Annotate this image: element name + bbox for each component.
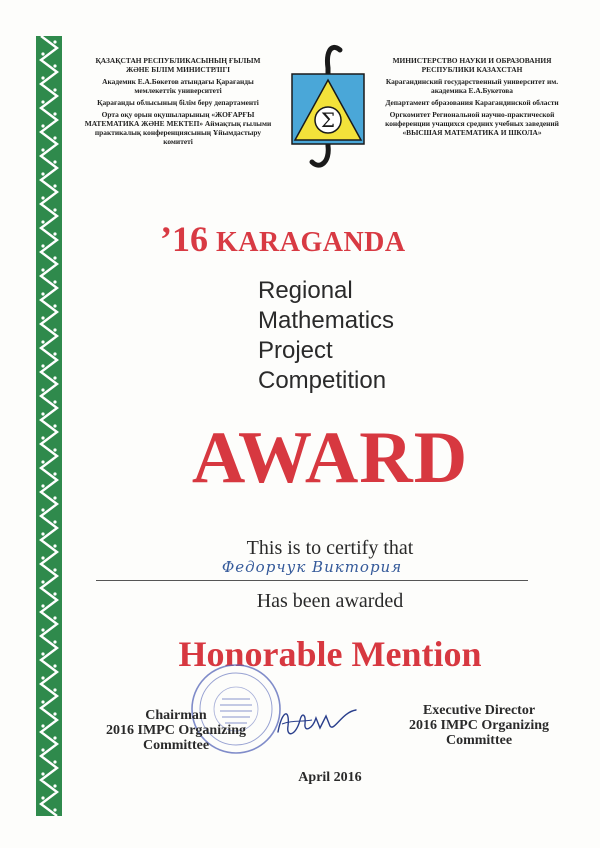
border-dot	[53, 256, 56, 259]
border-dot	[41, 148, 44, 151]
border-dot	[41, 772, 44, 775]
name-underline	[96, 580, 528, 581]
border-dot	[41, 196, 44, 199]
recipient-name: Федорчук Виктория	[221, 558, 403, 576]
border-dot	[53, 64, 56, 67]
border-dot	[41, 292, 44, 295]
border-dot	[41, 724, 44, 727]
border-dot	[41, 700, 44, 703]
subtitle-line: Competition	[258, 367, 387, 394]
border-dot	[53, 688, 56, 691]
awarded-text: Has been awarded	[256, 590, 404, 612]
chairman-signature-block	[92, 708, 260, 753]
logo-icon	[290, 44, 366, 170]
header-right-committee: Оргкомитет Региональной научно-практической конференции учащихся средних учебных заведений «ВЫСШАЯ МАТЕМАТИКА И ШКОЛА»	[385, 110, 559, 137]
border-dot	[53, 304, 56, 307]
chairman-org: 2016 IMPC Organizing	[106, 723, 246, 738]
competition-name	[258, 276, 458, 396]
border-dot	[41, 76, 44, 79]
subtitle-line: Mathematics	[258, 307, 395, 334]
border-dot	[53, 40, 56, 43]
award-heading: AWARD	[191, 417, 469, 499]
event-year: ’16	[160, 219, 208, 259]
border-dot	[41, 556, 44, 559]
director-signature-block	[384, 703, 574, 748]
border-dot	[41, 268, 44, 271]
header-left-ministry: ҚАЗАҚСТАН РЕСПУБЛИКАСЫНЫҢ ҒЫЛЫМ ЖӘНЕ БІЛІМ МИНИСТРЛІГІ	[95, 56, 261, 74]
header-right-department: Департамент образования Карагандинской области	[385, 98, 559, 107]
director-org: 2016 IMPC Organizing	[409, 718, 549, 733]
border-dot	[41, 340, 44, 343]
border-dot	[41, 52, 44, 55]
border-dot	[53, 808, 56, 811]
border-dot	[53, 400, 56, 403]
border-dot	[53, 160, 56, 163]
border-dot	[53, 520, 56, 523]
border-dot	[53, 616, 56, 619]
subtitle-line: Regional	[258, 277, 353, 304]
chairman-role: Chairman	[145, 708, 207, 723]
border-dot	[41, 676, 44, 679]
header-right	[372, 56, 572, 140]
header-left-committee: Орта оқу орын оқушыларының «ЖОҒАРҒЫ МАТЕМАТИКА ЖӘНЕ МЕКТЕП» Аймақтық ғылыми практикалық конференциясының Ұйымдастыру комитеті	[84, 110, 272, 146]
header-left	[84, 56, 272, 149]
border-dot	[53, 136, 56, 139]
border-dot	[53, 208, 56, 211]
border-dot	[41, 244, 44, 247]
border-dot	[53, 184, 56, 187]
border-dot	[41, 364, 44, 367]
border-dot	[53, 592, 56, 595]
border-dot	[53, 736, 56, 739]
distinction-title: Honorable Mention	[178, 634, 482, 674]
border-dot	[53, 88, 56, 91]
border-dot	[53, 376, 56, 379]
border-dot	[53, 544, 56, 547]
border-dot	[41, 796, 44, 799]
subtitle-line: Project	[258, 337, 333, 364]
border-dot	[53, 784, 56, 787]
event-title	[160, 218, 500, 260]
certify-text: This is to certify that	[246, 537, 414, 559]
border-dot	[41, 604, 44, 607]
border-dot	[53, 280, 56, 283]
border-dot	[41, 652, 44, 655]
border-dot	[41, 748, 44, 751]
header-left-university: Академик Е.А.Бөкетов атындағы Қарағанды мемлекеттік университеті	[102, 77, 254, 95]
border-dot	[53, 640, 56, 643]
header-right-university: Карагандинский государственный университет им. академика Е.А.Букетова	[385, 77, 559, 95]
header-left-department: Қарағанды облысының білім беру департаменті	[97, 98, 259, 107]
border-dot	[53, 568, 56, 571]
border-dot	[53, 352, 56, 355]
logo-sigma: Σ	[320, 108, 336, 132]
chairman-committee: Committee	[142, 738, 210, 753]
border-dot	[41, 508, 44, 511]
border-dot	[53, 112, 56, 115]
director-role: Executive Director	[422, 703, 536, 718]
border-dot	[41, 316, 44, 319]
border-dot	[53, 760, 56, 763]
chairman-signature	[272, 702, 360, 742]
border-dot	[53, 328, 56, 331]
border-dot	[41, 532, 44, 535]
header-right-ministry: МИНИСТЕРСТВО НАУКИ И ОБРАЗОВАНИЯ РЕСПУБЛИКИ КАЗАХСТАН	[392, 56, 552, 74]
border-dot	[41, 124, 44, 127]
border-dot	[53, 664, 56, 667]
border-dot	[53, 712, 56, 715]
sigma-integral-logo	[290, 44, 366, 170]
event-city: KARAGANDA	[216, 227, 406, 258]
border-dot	[53, 232, 56, 235]
border-dot	[41, 580, 44, 583]
border-dot	[41, 100, 44, 103]
border-dot	[41, 628, 44, 631]
border-dot	[41, 220, 44, 223]
director-committee: Committee	[445, 733, 513, 748]
award-date: April 2016	[298, 770, 362, 785]
border-dot	[41, 388, 44, 391]
border-dot	[41, 172, 44, 175]
